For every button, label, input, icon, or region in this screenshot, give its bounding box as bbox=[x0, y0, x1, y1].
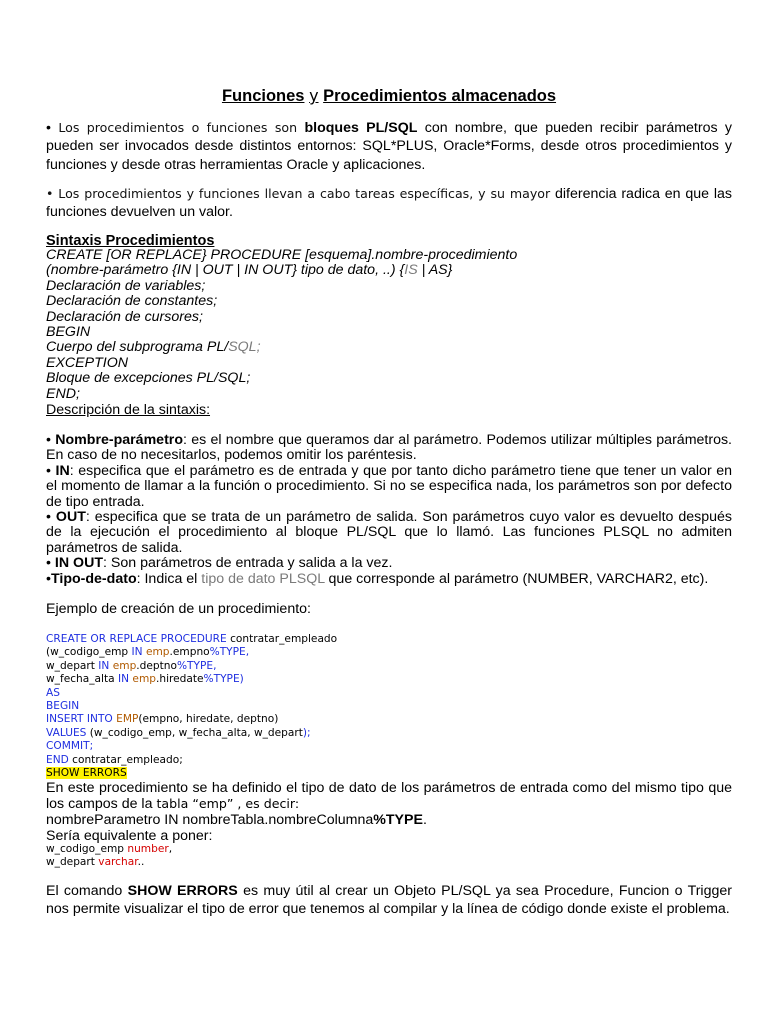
code-example: CREATE OR REPLACE PROCEDURE contratar_empleado (w_codigo_emp IN emp.empno%TYPE, w_depart IN emp.deptno%TYPE, w_fecha_alta IN emp.hiredate%TYPE) AS BEGIN INSERT INTO EMP(empno, hiredate, deptno) VALUES (w_codigo_emp, w_fecha_alta, w_depart); COMMIT; END contratar_empleado; SHOW ERRORS bbox=[46, 633, 338, 780]
intro-paragraph-1: • Los procedimientos o funciones son bloques PL/SQL con nombre, que pueden recibir parámetros y pueden ser invocados desde distintos entornos: SQL*PLUS, Oracle*Forms, desde otros procedimientos y funciones y desde otras herramientas Oracle y aplicaciones. bbox=[46, 120, 732, 173]
bullet-in: • IN: especifica que el parámetro es de entrada y que por tanto dicho parámetro tiene que tener un valor en el momento de llamar a la función o procedimiento. Si no se especifica nada, los parámetros son por defecto de tipo entrada. bbox=[46, 462, 732, 510]
show-errors-paragraph: El comando SHOW ERRORS es muy útil al crear un Objeto PL/SQL ya sea Procedure, Funcion o Trigger nos permite visualizar el tipo de error que tenemos al compilar y la línea de código donde existe el problema. bbox=[46, 883, 732, 918]
example-intro: Ejemplo de creación de un procedimiento: bbox=[46, 601, 311, 617]
explanation-paragraph: En este procedimiento se ha definido el tipo de dato de los parámetros de entrada como del mismo tipo que los campos de la tabla “emp” , es decir: bbox=[46, 780, 732, 812]
intro-paragraph-2: • Los procedimientos y funciones llevan a cabo tareas específicas, y su mayor diferencia radica en que las funciones devuelven un valor. bbox=[46, 186, 732, 221]
equivalent-label: Sería equivalente a poner: bbox=[46, 828, 213, 844]
parameter-bullets bbox=[46, 433, 732, 587]
title-connector: y bbox=[309, 86, 319, 105]
syntax-block: CREATE [OR REPLACE} PROCEDURE [esquema].nombre-procedimiento (nombre-parámetro {IN | OUT | IN OUT} tipo de dato, ..) {IS | AS} Declaración de variables; Declaración de constantes; Declaración de cursores; BEGIN Cuerpo del subprograma PL/SQL; EXCEPTION Bloque de excepciones PL/SQL; END; bbox=[46, 247, 518, 402]
equivalent-code: w_codigo_emp number, w_depart varchar.. bbox=[46, 843, 173, 869]
bullet-in-out: • IN OUT: Son parámetros de entrada y salida a la vez. bbox=[46, 555, 393, 572]
bullet-tipo-de-dato: •Tipo-de-dato: Indica el tipo de dato PLSQL que corresponde al parámetro (NUMBER, VARCHAR2, etc). bbox=[46, 570, 709, 587]
section-heading: Sintaxis Procedimientos bbox=[46, 233, 215, 249]
title-part-1: Funciones bbox=[221, 87, 305, 105]
bullet-out: • OUT: especifica que se trata de un parámetro de salida. Son parámetros cuyo valor es devuelto después de la ejecución el procedimiento al bloque PL/SQL que lo llamó. Las funciones PLSQL no admiten parámetros de salida. bbox=[46, 509, 732, 556]
page-title bbox=[46, 86, 732, 106]
type-expression: nombreParametro IN nombreTabla.nombreColumna%TYPE. bbox=[46, 812, 427, 828]
bullet-nombre-parametro: • Nombre-parámetro: es el nombre que queramos dar al parámetro. Podemos utilizar múltiples parámetros. En caso de no necesitarlos, podemos omitir los paréntesis. bbox=[46, 432, 732, 464]
title-part-2: Procedimientos almacenados bbox=[323, 87, 557, 105]
syntax-description-heading: Descripción de la sintaxis: bbox=[46, 402, 211, 418]
